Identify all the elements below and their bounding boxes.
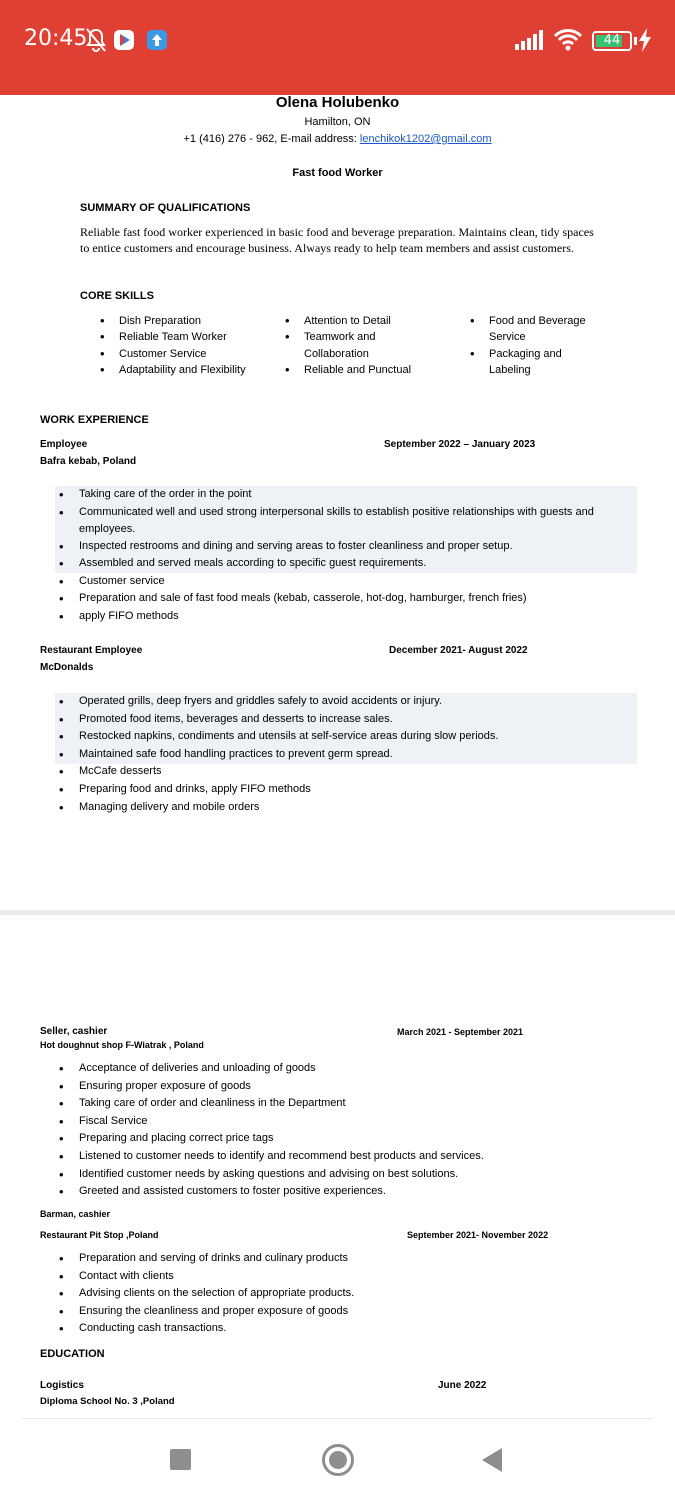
job-company: McDonalds	[40, 662, 94, 673]
skill-item: • Food and Beverage Service	[489, 313, 594, 346]
duty-item: • Conducting cash transactions.	[79, 1320, 614, 1338]
upload-icon	[147, 30, 167, 50]
education-field: Logistics	[40, 1380, 84, 1391]
contact-line	[0, 133, 675, 145]
job-duties	[79, 486, 614, 626]
job-company: Hot doughnut shop F-Wiatrak , Poland	[40, 1040, 204, 1050]
job-title: Employee	[40, 439, 88, 450]
skills-column-2	[304, 313, 419, 379]
location: Hamilton, ON	[304, 116, 371, 128]
skill-item: • Dish Preparation	[119, 313, 249, 329]
duty-item: • Restocked napkins, condiments and utensils at self-service areas during slow periods.	[79, 728, 614, 746]
play-store-icon	[114, 30, 134, 50]
job-dates: September 2022 – January 2023	[384, 439, 536, 450]
skill-item: • Adaptability and Flexibility	[119, 362, 249, 378]
home-button[interactable]	[322, 1444, 354, 1476]
duty-item: • Identified customer needs by asking questions and advising on best solutions.	[79, 1166, 614, 1184]
recents-button[interactable]	[170, 1449, 191, 1470]
duty-item: • Managing delivery and mobile orders	[79, 799, 614, 817]
duty-item: • Customer service	[79, 573, 614, 591]
divider	[22, 1418, 652, 1419]
summary-text: Reliable fast food worker experienced in basic food and beverage preparation. Maintains clean, tidy spaces to entice customers and encourage business. Always ready to help team members and assist customers.	[80, 225, 594, 255]
duty-item: • Fiscal Service	[79, 1113, 614, 1131]
job-dates: March 2021 - September 2021	[397, 1027, 524, 1037]
summary-heading: SUMMARY OF QUALIFICATIONS	[80, 202, 251, 214]
skill-item: • Attention to Detail	[304, 313, 419, 329]
duty-item: • Taking care of order and cleanliness in the Department	[79, 1095, 614, 1113]
duty-item: • Communicated well and used strong interpersonal skills to establish positive relationships with guests and employees.	[79, 504, 614, 538]
skills-column-3	[489, 313, 594, 379]
duty-item: • Acceptance of deliveries and unloading of goods	[79, 1060, 614, 1078]
skill-item: • Teamwork and Collaboration	[304, 329, 419, 362]
duty-item: • Greeted and assisted customers to foster positive experiences.	[79, 1183, 614, 1201]
skills-column-1	[119, 313, 249, 379]
duty-item: • Advising clients on the selection of appropriate products.	[79, 1285, 614, 1303]
duty-item: • Preparation and serving of drinks and culinary products	[79, 1250, 614, 1268]
bell-off-icon	[84, 27, 108, 53]
duty-item: • Preparing and placing correct price tags	[79, 1130, 614, 1148]
duty-item: • McCafe desserts	[79, 763, 614, 781]
job-title: Seller, cashier	[40, 1026, 108, 1037]
job-title: Restaurant Employee	[40, 645, 143, 656]
duty-item: • Operated grills, deep fryers and griddles safely to avoid accidents or injury.	[79, 693, 614, 711]
education-date: June 2022	[438, 1380, 487, 1391]
education-school: Diploma School No. 3 ,Poland	[40, 1396, 175, 1407]
position-title: Fast food Worker	[292, 167, 383, 179]
job-duties	[79, 1250, 614, 1338]
home-icon	[329, 1451, 347, 1469]
duty-item: • Preparing food and drinks, apply FIFO methods	[79, 781, 614, 799]
job-dates: September 2021- November 2022	[407, 1230, 549, 1240]
job-duties	[79, 693, 614, 816]
duty-item: • Preparation and sale of fast food meals (kebab, casserole, hot-dog, hamburger, french fries)	[79, 590, 614, 608]
duty-item: • Taking care of the order in the point	[79, 486, 614, 504]
duty-item: • Listened to customer needs to identify and recommend best products and services.	[79, 1148, 614, 1166]
battery-icon	[592, 31, 632, 51]
skill-item: • Reliable Team Worker	[119, 329, 249, 345]
skill-item: • Customer Service	[119, 346, 249, 362]
job-company: Bafra kebab, Poland	[40, 456, 137, 467]
duty-item: • apply FIFO methods	[79, 608, 614, 626]
duty-item: • Promoted food items, beverages and desserts to increase sales.	[79, 711, 614, 729]
job-company: Restaurant Pit Stop ,Poland	[40, 1230, 159, 1240]
skill-item: • Packaging and Labeling	[489, 346, 594, 379]
duty-item: • Inspected restrooms and dining and serving areas to foster cleanliness and proper setup.	[79, 538, 614, 556]
job-title: Barman, cashier	[40, 1209, 111, 1219]
page-break	[0, 910, 675, 915]
education-heading: EDUCATION	[40, 1348, 105, 1360]
job-dates: December 2021- August 2022	[389, 645, 528, 656]
duty-item: • Ensuring proper exposure of goods	[79, 1078, 614, 1096]
core-skills-heading: CORE SKILLS	[80, 290, 154, 302]
signal-icon	[515, 30, 547, 50]
skill-item: • Reliable and Punctual	[304, 362, 419, 378]
wifi-icon	[553, 27, 583, 51]
job-duties	[79, 1060, 614, 1201]
duty-item: • Contact with clients	[79, 1268, 614, 1286]
status-bar	[0, 0, 675, 95]
battery-level: 44	[603, 33, 621, 48]
duty-item: • Ensuring the cleanliness and proper exposure of goods	[79, 1303, 614, 1321]
duty-item: • Maintained safe food handling practices to prevent germ spread.	[79, 746, 614, 764]
resume-name: Olena Holubenko	[275, 94, 400, 111]
contact-phone: +1 (416) 276 - 962, E-mail address:	[183, 133, 360, 145]
clock: 20:45	[24, 26, 88, 51]
email-link[interactable]: lenchikok1202@gmail.com	[359, 133, 492, 145]
back-button[interactable]	[482, 1448, 502, 1472]
charging-icon	[638, 28, 652, 52]
duty-item: • Assembled and served meals according to specific guest requirements.	[79, 555, 614, 573]
work-experience-heading: WORK EXPERIENCE	[40, 414, 149, 426]
